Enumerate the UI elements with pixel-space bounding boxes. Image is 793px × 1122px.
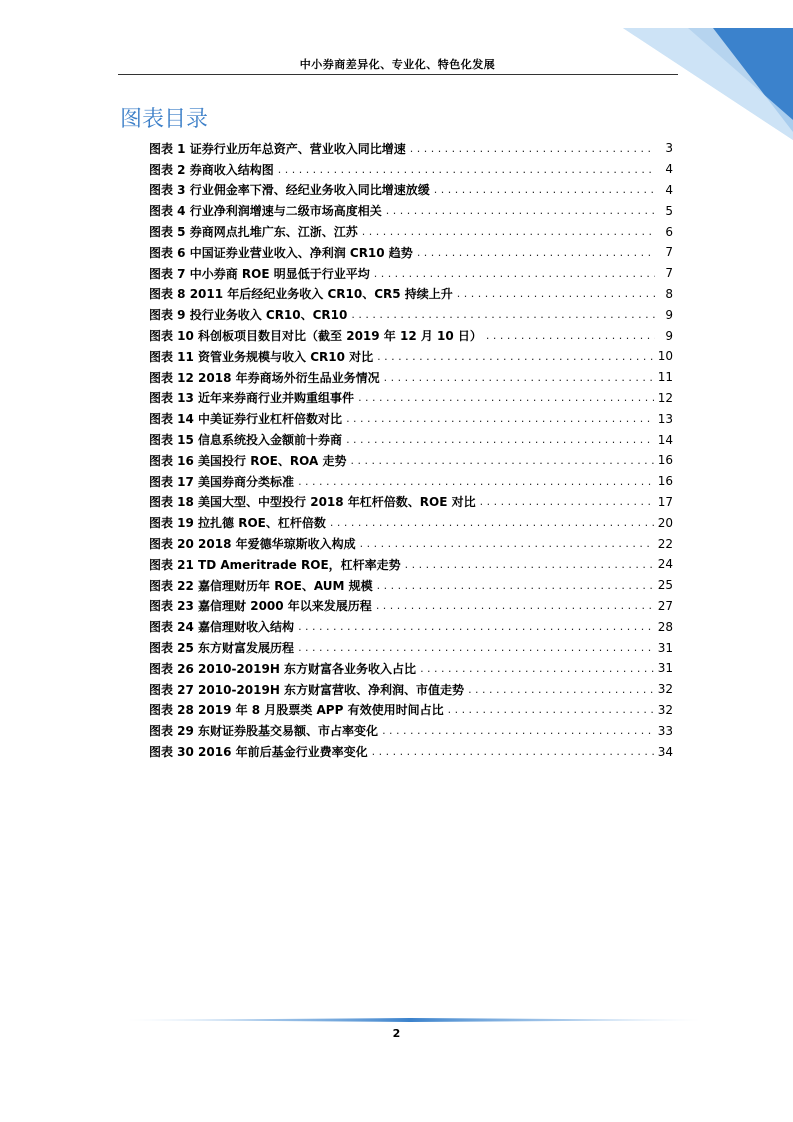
toc-item-page: 4: [665, 182, 673, 197]
toc-item-label: 图表 24 嘉信理财收入结构: [149, 620, 295, 635]
toc-item-page: 24: [657, 557, 673, 572]
toc-item-page: 16: [657, 453, 673, 468]
toc-item-page: 5: [665, 203, 673, 218]
toc-dot-leader: [298, 641, 654, 654]
toc-dot-leader: [330, 516, 654, 529]
toc-item[interactable]: [149, 512, 673, 533]
toc-item[interactable]: [149, 221, 673, 242]
toc-item[interactable]: [149, 138, 673, 159]
toc-item[interactable]: [149, 388, 673, 409]
toc-item-page: 17: [657, 494, 673, 509]
toc-item-page: 28: [657, 619, 673, 634]
toc-item-page: 33: [657, 723, 673, 738]
toc-dot-leader: [362, 225, 655, 238]
toc-item[interactable]: [149, 200, 673, 221]
toc-item[interactable]: [149, 471, 673, 492]
toc-item[interactable]: [149, 575, 673, 596]
toc-dot-leader: [468, 683, 654, 696]
toc-dot-leader: [405, 558, 654, 571]
toc-item[interactable]: [149, 637, 673, 658]
toc-item-label: 图表 19 拉扎德 ROE、杠杆倍数: [149, 516, 326, 531]
toc-item-label: 图表 23 嘉信理财 2000 年以来发展历程: [149, 599, 372, 614]
toc-item-label: 图表 21 TD Ameritrade ROE，杠杆率走势: [149, 557, 401, 572]
toc-item-label: 图表 18 美国大型、中型投行 2018 年杠杆倍数、ROE 对比: [149, 495, 476, 510]
toc-dot-leader: [420, 662, 654, 675]
header-title: 中小券商差异化、专业化、特色化发展: [299, 58, 496, 71]
toc-item[interactable]: [149, 720, 673, 741]
toc-item-page: 32: [657, 702, 673, 717]
toc-dot-leader: [480, 495, 654, 508]
toc-dot-leader: [360, 537, 654, 550]
toc-dot-leader: [372, 745, 654, 758]
toc-item[interactable]: [149, 408, 673, 429]
toc-item[interactable]: [149, 450, 673, 471]
toc-item-label: 图表 8 2011 年后经纪业务收入 CR10、CR5 持续上升: [149, 287, 453, 302]
toc-item-label: 图表 11 资管业务规模与收入 CR10 对比: [149, 349, 374, 364]
toc-dot-leader: [278, 163, 655, 176]
toc-dot-leader: [346, 412, 654, 425]
toc-item-page: 16: [657, 474, 673, 489]
toc-item-page: 11: [657, 370, 673, 385]
toc-item[interactable]: [149, 159, 673, 180]
toc-item-label: 图表 15 信息系统投入金额前十券商: [149, 433, 343, 448]
toc-item-label: 图表 30 2016 年前后基金行业费率变化: [149, 745, 368, 759]
toc-item-page: 31: [657, 661, 673, 676]
toc-dot-leader: [350, 454, 653, 467]
toc-item-page: 31: [657, 640, 673, 655]
footer-rule: [120, 1016, 700, 1024]
toc-item-page: 27: [657, 598, 673, 613]
toc-item[interactable]: [149, 304, 673, 325]
toc-item-label: 图表 14 中美证券行业杠杆倍数对比: [149, 412, 343, 427]
toc-item[interactable]: [149, 741, 673, 762]
toc-item[interactable]: [149, 679, 673, 700]
toc-item-page: 12: [657, 390, 673, 405]
toc-dot-leader: [374, 267, 655, 280]
toc-item[interactable]: [149, 180, 673, 201]
toc-item-page: 25: [657, 578, 673, 593]
toc-dot-leader: [384, 371, 654, 384]
toc-item[interactable]: [149, 284, 673, 305]
toc-item-page: 3: [665, 141, 673, 156]
toc-heading: 图表目录: [120, 107, 209, 132]
toc-item-label: 图表 29 东财证券股基交易额、市占率变化: [149, 724, 379, 739]
toc-item-label: 图表 20 2018 年爱德华琼斯收入构成: [149, 537, 356, 552]
toc-item-label: 图表 2 券商收入结构图: [149, 162, 274, 177]
toc-item-label: 图表 28 2019 年 8 月股票类 APP 有效使用时间占比: [149, 703, 444, 718]
toc-item-label: 图表 1 证券行业历年总资产、营业收入同比增速: [149, 141, 406, 156]
toc-item-label: 图表 25 东方财富发展历程: [149, 641, 295, 656]
toc-item-label: 图表 16 美国投行 ROE、ROA 走势: [149, 453, 347, 468]
toc-item-label: 图表 13 近年来券商行业并购重组事件: [149, 391, 355, 406]
toc-item[interactable]: [149, 325, 673, 346]
page-number: 2: [392, 1027, 401, 1040]
toc-item-label: 图表 6 中国证券业营业收入、净利润 CR10 趋势: [149, 245, 413, 260]
toc-item[interactable]: [149, 616, 673, 637]
toc-item-label: 图表 26 2010-2019H 东方财富各业务收入占比: [149, 661, 417, 676]
toc-dot-leader: [417, 246, 655, 259]
toc-item-page: 9: [665, 328, 673, 343]
toc-item[interactable]: [149, 596, 673, 617]
toc-item-page: 7: [665, 266, 673, 281]
toc-dot-leader: [410, 142, 655, 155]
toc-item-label: 图表 7 中小券商 ROE 明显低于行业平均: [149, 266, 370, 281]
toc-item-label: 图表 27 2010-2019H 东方财富营收、净利润、市值走势: [149, 682, 465, 697]
toc-item-page: 10: [657, 349, 673, 364]
toc-dot-leader: [386, 204, 655, 217]
toc-item-page: 34: [657, 744, 673, 759]
toc-dot-leader: [358, 391, 654, 404]
toc-item[interactable]: [149, 242, 673, 263]
toc-item-label: 图表 5 券商网点扎堆广东、江浙、江苏: [149, 225, 358, 240]
toc-item-label: 图表 9 投行业务收入 CR10、CR10: [149, 308, 348, 323]
toc-item[interactable]: [149, 346, 673, 367]
toc-dot-leader: [298, 475, 654, 488]
toc-item-page: 6: [665, 224, 673, 239]
toc-dot-leader: [457, 287, 655, 300]
toc-item-page: 20: [657, 515, 673, 530]
toc-item-page: 32: [657, 682, 673, 697]
toc-item-page: 7: [665, 245, 673, 260]
toc-list: [149, 138, 673, 762]
toc-item-label: 图表 3 行业佣金率下滑、经纪业务收入同比增速放缓: [149, 183, 430, 198]
toc-item-page: 13: [657, 411, 673, 426]
toc-item[interactable]: [149, 533, 673, 554]
toc-item[interactable]: [149, 658, 673, 679]
toc-item[interactable]: [149, 700, 673, 721]
toc-dot-leader: [377, 350, 654, 363]
toc-dot-leader: [448, 703, 654, 716]
toc-item-label: 图表 22 嘉信理财历年 ROE、AUM 规模: [149, 578, 373, 593]
toc-item[interactable]: [149, 492, 673, 513]
toc-item[interactable]: [149, 263, 673, 284]
toc-item-page: 14: [657, 432, 673, 447]
header-rule: [118, 74, 678, 75]
toc-dot-leader: [376, 599, 654, 612]
toc-dot-leader: [382, 724, 654, 737]
toc-item-label: 图表 17 美国券商分类标准: [149, 474, 295, 489]
toc-item-label: 图表 10 科创板项目数目对比（截至 2019 年 12 月 10 日）: [149, 329, 482, 344]
toc-item-page: 22: [657, 536, 673, 551]
toc-item-page: 4: [665, 162, 673, 177]
toc-item-label: 图表 12 2018 年券商场外衍生品业务情况: [149, 370, 380, 385]
toc-item-label: 图表 4 行业净利润增速与二级市场高度相关: [149, 204, 382, 219]
toc-dot-leader: [346, 433, 654, 446]
toc-item[interactable]: [149, 367, 673, 388]
toc-item-page: 9: [665, 307, 673, 322]
toc-dot-leader: [377, 579, 654, 592]
toc-item-page: 8: [665, 286, 673, 301]
toc-item[interactable]: [149, 554, 673, 575]
toc-item[interactable]: [149, 429, 673, 450]
toc-dot-leader: [434, 183, 655, 196]
toc-dot-leader: [486, 329, 655, 342]
toc-dot-leader: [351, 308, 655, 321]
toc-dot-leader: [298, 620, 654, 633]
